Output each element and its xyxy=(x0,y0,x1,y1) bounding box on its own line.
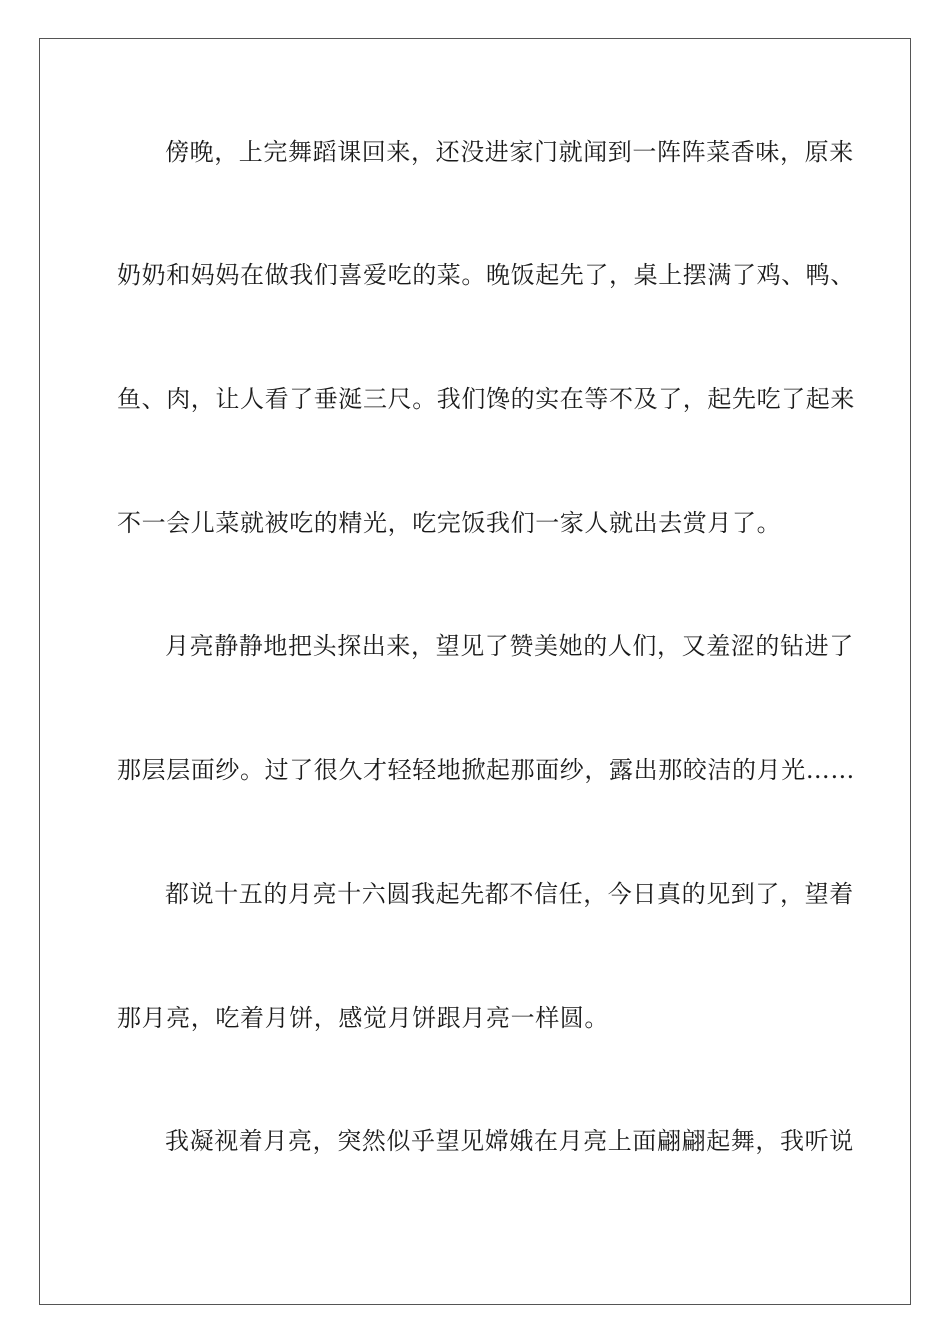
paragraph-3-line-2: 那月亮，吃着月饼，感觉月饼跟月亮一样圆。 xyxy=(117,1004,609,1032)
page-border xyxy=(39,38,911,1305)
paragraph-1-line-3: 鱼、肉，让人看了垂涎三尺。我们馋的实在等不及了，起先吃了起来 xyxy=(117,385,855,413)
paragraph-1-line-1: 傍晚，上完舞蹈课回来，还没进家门就闻到一阵阵菜香味，原来 xyxy=(165,138,854,166)
paragraph-1-line-2: 奶奶和妈妈在做我们喜爱吃的菜。晚饭起先了，桌上摆满了鸡、鸭、 xyxy=(117,261,855,289)
paragraph-4-line-1: 我凝视着月亮，突然似乎望见嫦娥在月亮上面翩翩起舞，我听说 xyxy=(165,1127,854,1155)
paragraph-2-line-1: 月亮静静地把头探出来，望见了赞美她的人们，又羞涩的钻进了 xyxy=(165,632,854,660)
paragraph-1-line-4: 不一会儿菜就被吃的精光，吃完饭我们一家人就出去赏月了。 xyxy=(117,509,782,537)
paragraph-2-line-2: 那层层面纱。过了很久才轻轻地掀起那面纱，露出那皎洁的月光…… xyxy=(117,756,855,784)
paragraph-3-line-1: 都说十五的月亮十六圆我起先都不信任，今日真的见到了，望着 xyxy=(165,880,854,908)
